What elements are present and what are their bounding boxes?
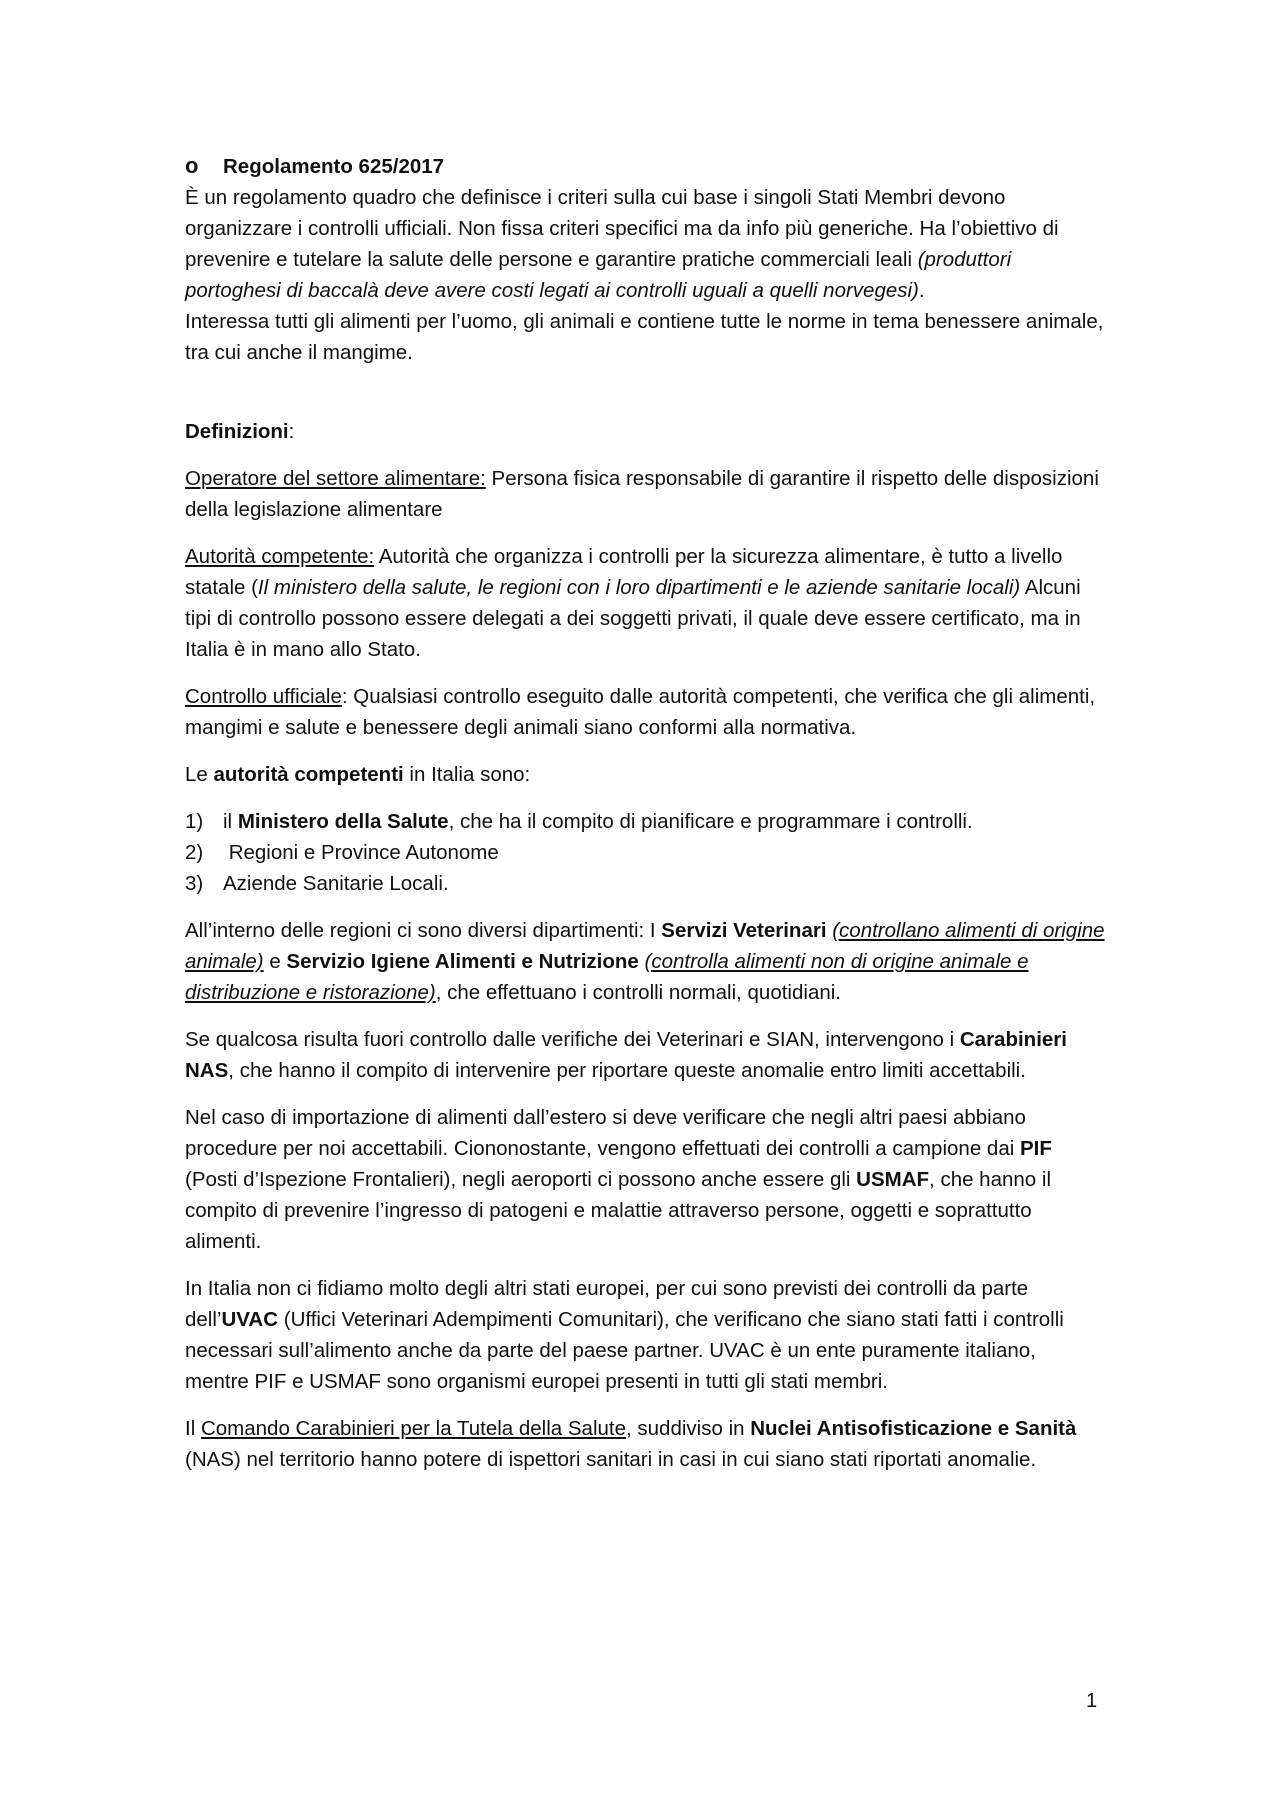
regions-bold: Servizi Veterinari bbox=[661, 919, 827, 942]
section-heading bbox=[185, 150, 1105, 182]
list-number: 1) bbox=[185, 810, 204, 833]
uvac-text: (Uffici Veterinari Adempimenti Comunitari), che verificano che siano stati fatti i controlli necessari sull’alimento anche da parte del paese partner. UVAC è un ente puramente italiano, mentre PIF e USMAF sono organismi europei presenti in tutti gli stati membri. bbox=[185, 1308, 1064, 1393]
definitions-title: Definizioni bbox=[185, 420, 289, 443]
authorities-text: in Italia sono: bbox=[403, 763, 531, 786]
definition-text: Alcuni tipi di controllo possono essere delegati a dei soggetti privati, il quale deve essere certificato, ma in Italia è in mano allo Stato. bbox=[185, 576, 1081, 661]
import-text: (Posti d’Ispezione Frontalieri), negli aeroporti ci possono anche essere gli bbox=[185, 1168, 857, 1191]
authorities-text: Le bbox=[185, 763, 214, 786]
definition-text: Persona fisica responsabile di garantire il rispetto delle disposizioni della legislazione alimentare bbox=[185, 467, 1099, 521]
list-item-prefix: il bbox=[223, 810, 238, 833]
definition-osa bbox=[185, 463, 1105, 525]
regions-text: All’interno delle regioni ci sono diversi dipartimenti: I bbox=[185, 919, 662, 942]
comando-underline: Comando Carabinieri per la Tutela della Salute bbox=[200, 1417, 627, 1440]
list-item-suffix: , che ha il compito di pianificare e programmare i controlli. bbox=[448, 810, 973, 833]
definitions-colon: : bbox=[288, 420, 295, 443]
nas-bold: Carabinieri NAS bbox=[185, 1028, 1067, 1082]
authorities-bold: autorità competenti bbox=[213, 763, 404, 786]
intro-period: . bbox=[918, 279, 925, 302]
list-item bbox=[185, 837, 1105, 868]
regions-paragraph bbox=[185, 915, 1105, 1008]
import-bold: PIF bbox=[1019, 1137, 1052, 1160]
regions-note: (controllano alimenti di origine animale) bbox=[185, 919, 1105, 973]
regions-text: e bbox=[263, 950, 287, 973]
intro-example: (produttori portoghesi di baccalà deve avere costi legati ai controlli uguali a quelli norvegesi) bbox=[185, 248, 1012, 302]
uvac-text: In Italia non ci fidiamo molto degli altri stati europei, per cui sono previsti dei controlli da parte dell’ bbox=[185, 1277, 1029, 1331]
definition-example: Il ministero della salute, le regioni con i loro dipartimenti e le aziende sanitarie locali) bbox=[257, 576, 1021, 599]
definition-text: Autorità che organizza i controlli per la sicurezza alimentare, è tutto a livello statale ( bbox=[185, 545, 1063, 599]
import-text: , che hanno il compito di prevenire l’ingresso di patogeni e malattie attraverso persone, oggetti e soprattutto alimenti. bbox=[185, 1168, 1051, 1253]
definition-term: Controllo ufficiale bbox=[185, 685, 342, 708]
import-text: Nel caso di importazione di alimenti dall’estero si deve verificare che negli altri paesi abbiano procedure per noi accettabili. Ciononostante, vengono effettuati dei controlli a campione dai bbox=[185, 1106, 1026, 1160]
regions-note: (controlla alimenti non di origine animale e distribuzione e ristorazione) bbox=[185, 950, 1029, 1004]
heading-bullet: o bbox=[185, 153, 199, 178]
intro-text: È un regolamento quadro che definisce i criteri sulla cui base i singoli Stati Membri devono organizzare i controlli ufficiali. Non fissa criteri specifici ma da info più generiche. Ha l’obiettivo di prevenire e tutelare la salute delle persone e garantire pratiche commerciali leali bbox=[185, 186, 1059, 271]
uvac-bold: UVAC bbox=[221, 1308, 279, 1331]
definition-controllo bbox=[185, 681, 1105, 743]
definition-term: Operatore del settore alimentare: bbox=[185, 467, 486, 490]
list-item-text bbox=[223, 806, 973, 837]
comando-paragraph bbox=[185, 1413, 1105, 1475]
nas-paragraph bbox=[185, 1024, 1105, 1086]
uvac-paragraph bbox=[185, 1273, 1105, 1397]
definition-text: : Qualsiasi controllo eseguito dalle autorità competenti, che verifica che gli alimenti, mangimi e salute e benessere degli animali siano conformi alla normativa. bbox=[185, 685, 1096, 739]
list-item-bold: Ministero della Salute bbox=[237, 810, 449, 833]
import-paragraph bbox=[185, 1102, 1105, 1257]
definitions-heading bbox=[185, 416, 1105, 447]
spacer bbox=[185, 368, 1105, 416]
list-number: 3) bbox=[185, 872, 204, 895]
comando-bold: Nuclei Antisofisticazione e Sanità bbox=[750, 1417, 1077, 1440]
document-page bbox=[185, 150, 1105, 1491]
page-number: 1 bbox=[1086, 1690, 1098, 1712]
authorities-intro bbox=[185, 759, 1105, 790]
comando-text: Il bbox=[185, 1417, 201, 1440]
list-item-text: Aziende Sanitarie Locali. bbox=[223, 872, 449, 895]
regions-text: , che effettuano i controlli normali, quotidiani. bbox=[435, 981, 841, 1004]
authorities-list bbox=[185, 806, 1105, 899]
nas-text: , che hanno il compito di intervenire per riportare queste anomalie entro limiti accettabili. bbox=[228, 1059, 1026, 1082]
list-item-text: Regioni e Province Autonome bbox=[223, 841, 499, 864]
definition-autorita bbox=[185, 541, 1105, 665]
list-item bbox=[185, 806, 1105, 837]
nas-text: Se qualcosa risulta fuori controllo dalle verifiche dei Veterinari e SIAN, intervengono i bbox=[185, 1028, 960, 1051]
heading-title: Regolamento 625/2017 bbox=[223, 155, 445, 178]
import-bold: USMAF bbox=[856, 1168, 930, 1191]
list-item bbox=[185, 868, 1105, 899]
comando-text: , suddiviso in bbox=[626, 1417, 751, 1440]
intro-paragraph bbox=[185, 182, 1105, 306]
intro-paragraph-2: Interessa tutti gli alimenti per l’uomo, gli animali e contiene tutte le norme in tema benessere animale, tra cui anche il mangime. bbox=[185, 310, 1104, 364]
list-number: 2) bbox=[185, 841, 204, 864]
definition-term: Autorità competente: bbox=[185, 545, 375, 568]
comando-text: (NAS) nel territorio hanno potere di ispettori sanitari in casi in cui siano stati riportati anomalie. bbox=[185, 1448, 1037, 1471]
regions-bold: Servizio Igiene Alimenti e Nutrizione bbox=[286, 950, 639, 973]
